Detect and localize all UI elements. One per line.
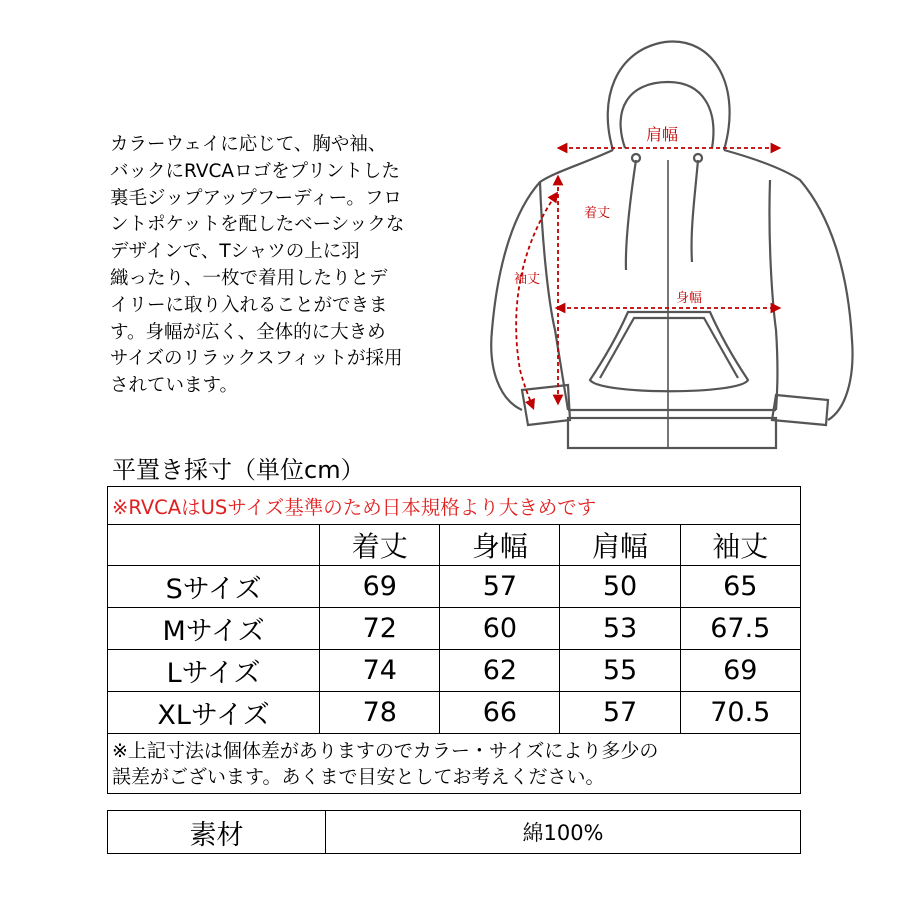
table-row [108,566,801,608]
description-line: されています。 [110,375,239,397]
value-cell: 57 [560,692,680,734]
header-empty-cell [108,525,320,566]
value-cell: 78 [320,692,440,734]
header-row [108,525,801,566]
table-row [108,608,801,650]
hoodie-measurement-diagram [478,40,878,460]
size-table [107,486,801,794]
size-notice: ※RVCAはUSサイズ基準のため日本規格より大きめです [108,487,801,525]
description-line: カラーウェイに応じて、胸や袖、 [110,134,387,155]
size-label: Sサイズ [108,566,320,608]
footnote-line: ※上記寸法は個体差がありますのでカラー・サイズにより多少の [112,739,659,762]
description-line: バックにRVCAロゴをプリントした [110,160,400,182]
description-line: 裏毛ジップアップフーディー。フロ [110,187,402,209]
table-row [108,650,801,692]
value-cell: 53 [560,608,680,650]
measurement-lines [516,148,776,405]
column-header: 身幅 [440,525,560,566]
value-cell: 50 [560,566,680,608]
sleeve-label: 袖丈 [514,272,541,287]
size-label: Mサイズ [108,608,320,650]
value-cell: 60 [440,608,560,650]
length-label: 着丈 [584,206,611,221]
column-header: 着丈 [320,525,440,566]
chest-label: 身幅 [676,291,703,306]
description-line: イリーに取り入れることができま [110,294,388,316]
table-row [108,692,801,734]
description-line: ントポケットを配したベーシックな [110,214,405,236]
description-line: デザインで、Tシャツの上に羽 [110,241,360,263]
material-table [107,810,801,854]
value-cell: 62 [440,650,560,692]
product-description [110,132,450,400]
description-line: 織ったり、一枚で着用したりとデ [110,267,388,289]
footnote-line: 誤差がございます。あくまで目安としてお考えください。 [112,765,605,788]
value-cell: 55 [560,650,680,692]
value-cell: 70.5 [680,692,800,734]
shoulder-label: 肩幅 [646,125,679,144]
value-cell: 69 [680,650,800,692]
value-cell: 66 [440,692,560,734]
table-title: 平置き採寸（単位cm） [112,456,365,484]
value-cell: 57 [440,566,560,608]
size-label: XLサイズ [108,692,320,734]
value-cell: 65 [680,566,800,608]
value-cell: 69 [320,566,440,608]
value-cell: 72 [320,608,440,650]
description-line: す。身幅が広く、全体的に大きめ [110,321,386,343]
column-header: 肩幅 [560,525,680,566]
description-line: サイズのリラックスフィットが採用 [110,348,403,370]
value-cell: 74 [320,650,440,692]
material-label: 素材 [108,811,326,854]
size-label: Lサイズ [108,650,320,692]
column-header: 袖丈 [680,525,800,566]
material-value: 綿100% [326,811,801,854]
value-cell: 67.5 [680,608,800,650]
table-footnote [108,734,801,794]
hoodie-outline [491,42,852,448]
